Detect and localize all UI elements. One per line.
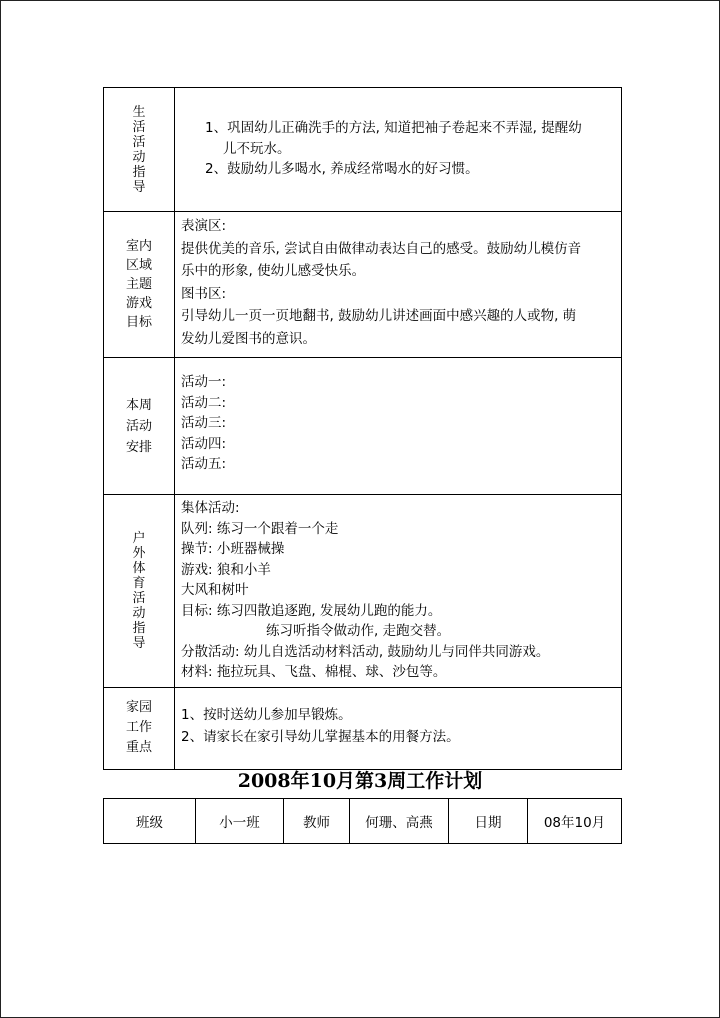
class-label: 班级: [104, 799, 196, 844]
text-line: 儿不玩水。: [223, 140, 291, 157]
text-line: 引导幼儿一页一页地翻书, 鼓励幼儿讲述画面中感兴趣的人或物, 萌: [181, 308, 577, 324]
plan-table: [103, 87, 622, 770]
label-home-school: 家园 工作 重点: [104, 687, 175, 769]
text-line: 材料: 拖拉玩具、飞盘、棉棍、球、沙包等。: [181, 664, 447, 680]
date-value: 08年10月: [528, 799, 622, 844]
label-outdoor-sports: 户 外 体 育 活 动 指 导: [104, 495, 175, 688]
content-weekly-activities: [175, 358, 622, 495]
text-line: 发幼儿爱图书的意识。: [181, 330, 316, 347]
teacher-value: 何珊、高燕: [350, 799, 449, 844]
text-line: 2、请家长在家引导幼儿掌握基本的用餐方法。: [181, 728, 460, 745]
class-value: 小一班: [196, 799, 284, 844]
text-line: 提供优美的音乐, 尝试自由做律动表达自己的感受。鼓励幼儿模仿音: [181, 240, 582, 257]
text-line: 活动四:: [181, 435, 227, 452]
date-label: 日期: [449, 799, 528, 844]
text-line: 操节: 小班器械操: [181, 541, 285, 557]
page-title: 2008年10月第3周工作计划: [237, 770, 483, 792]
row-indoor-area: [104, 212, 622, 358]
row-home-school: [104, 687, 622, 769]
content-outdoor-sports: [175, 495, 622, 688]
text-line: 表演区:: [181, 218, 227, 234]
label-life-guidance: 生 活 活 动 指 导: [104, 88, 175, 212]
row-life-guidance: [104, 88, 622, 212]
text-line: 分散活动: 幼儿自选活动材料活动, 鼓励幼儿与同伴共同游戏。: [181, 643, 550, 660]
row-weekly-activities: [104, 358, 622, 495]
text-line: 活动五:: [181, 456, 227, 472]
content-home-school: [175, 687, 622, 769]
row-outdoor-sports: [104, 495, 622, 688]
text-line: 活动二:: [181, 394, 227, 411]
text-line: 队列: 练习一个跟着一个走: [181, 520, 339, 537]
label-indoor-area: 室内 区域 主题 游戏 目标: [104, 212, 175, 358]
text-line: 1、巩固幼儿正确洗手的方法, 知道把袖子卷起来不弄湿, 提醒幼: [205, 120, 582, 136]
content-indoor-area: [175, 212, 622, 358]
text-line: 活动三:: [181, 415, 227, 431]
text-line: 目标: 练习四散追逐跑, 发展幼儿跑的能力。: [181, 602, 442, 619]
teacher-label: 教师: [284, 799, 350, 844]
text-line: 集体活动:: [181, 500, 240, 516]
info-table: [103, 798, 622, 844]
text-line: 练习听指令做动作, 走跑交替。: [266, 623, 451, 639]
text-line: 游戏: 狼和小羊: [181, 561, 271, 578]
text-line: 2、鼓励幼儿多喝水, 养成经常喝水的好习惯。: [205, 161, 479, 177]
text-line: 大风和树叶: [181, 582, 249, 598]
text-line: 图书区:: [181, 285, 227, 302]
label-weekly-activities: 本周 活动 安排: [104, 358, 175, 495]
text-line: 活动一:: [181, 374, 227, 390]
text-line: 1、按时送幼儿参加早锻炼。: [181, 706, 352, 723]
content-life-guidance: [175, 88, 622, 212]
text-line: 乐中的形象, 使幼儿感受快乐。: [181, 263, 366, 279]
